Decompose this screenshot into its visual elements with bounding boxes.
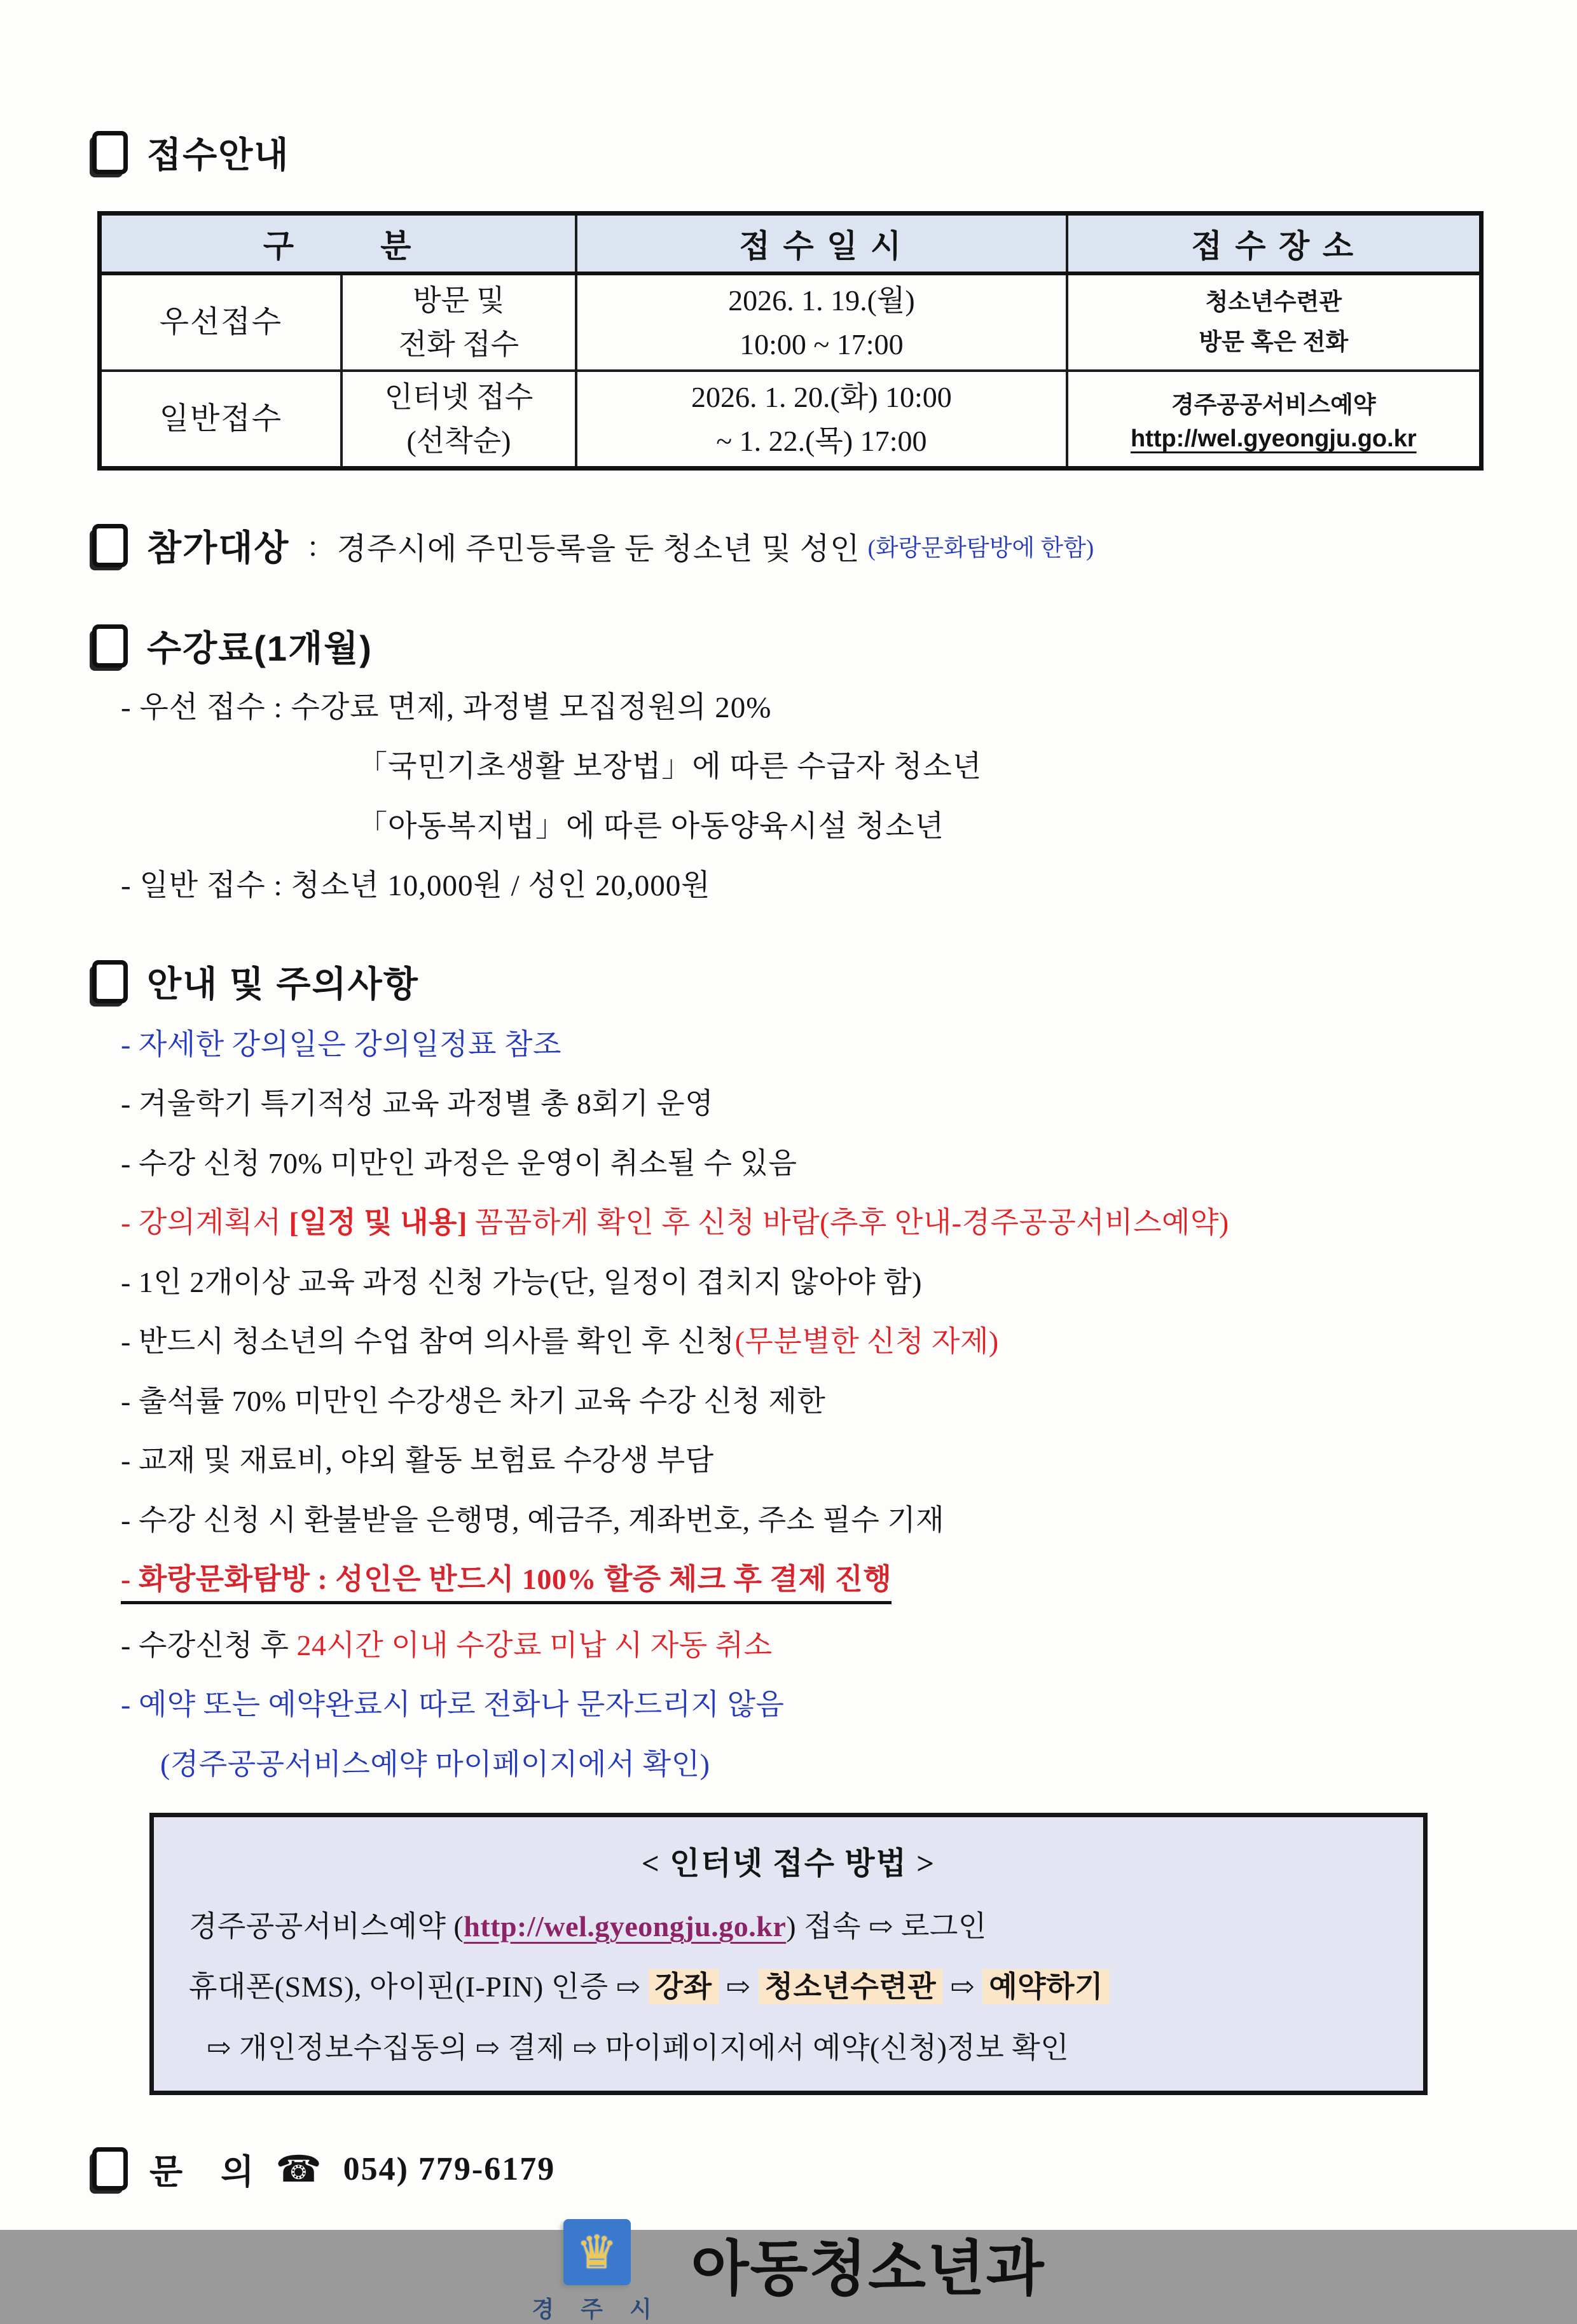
fee-line-general: - 일반 접수 : 청소년 10,000원 / 성인 20,000원 — [121, 869, 711, 903]
fee-line-law1: 「국민기초생활 보장법」에 따른 수급자 청소년 — [357, 750, 982, 784]
notice-item: - 교재 및 재료비, 야외 활동 보험료 수강생 부담 — [121, 1444, 714, 1477]
notice-item: - 강의계획서 [일정 및 내용] 꼼꼼하게 확인 후 신청 바람(추후 안내-경주공공서비스예약) — [121, 1206, 1229, 1239]
section-title-reception: 접수안내 — [147, 135, 290, 175]
checkbox-icon — [92, 960, 128, 1003]
net-box-line3: ⇨ 개인정보수집동의 ⇨ 결제 ⇨ 마이페이지에서 예약(신청)정보 확인 — [207, 2031, 1070, 2064]
notice-item: - 수강신청 후 24시간 이내 수강료 미납 시 자동 취소 — [121, 1628, 773, 1661]
notice-item: - 예약 또는 예약완료시 따로 전화나 문자드리지 않음 — [121, 1688, 785, 1721]
table-row — [100, 273, 1482, 371]
cell-category-priority: 우선접수 — [100, 273, 341, 371]
inquiry-label: 문 의 — [149, 2152, 254, 2191]
checkbox-icon — [92, 624, 128, 668]
table-row — [100, 371, 1482, 469]
fee-line-priority: - 우선 접수 : 수강료 면제, 과정별 모집정원의 20% — [121, 691, 772, 724]
section-title-fee: 수강료(1개월) — [147, 628, 373, 668]
step-reserve: 예약하기 — [982, 1969, 1110, 2004]
internet-method-box — [149, 1813, 1428, 2095]
reception-table — [97, 211, 1484, 471]
notice-item: - 1인 2개이상 교육 과정 신청 가능(단, 일정이 겹치지 않아야 함) — [121, 1265, 922, 1298]
section-fee-heading — [92, 621, 1485, 671]
target-note: (화랑문화탐방에 한함) — [867, 535, 1094, 561]
checkbox-icon — [92, 131, 128, 174]
inquiry-row — [92, 2145, 1485, 2194]
target-separator: : — [308, 528, 318, 563]
reservation-site-link[interactable]: http://wel.gyeongju.go.kr — [1130, 425, 1417, 452]
footer-signature — [92, 2219, 1485, 2324]
section-title-notice: 안내 및 주의사항 — [147, 963, 419, 1004]
department-name: 아동청소년과 — [691, 2234, 1045, 2302]
section-title-target: 참가대상 — [147, 528, 290, 568]
city-emblem-icon — [563, 2219, 631, 2285]
phone-icon: ☎ — [275, 2147, 322, 2191]
section-reception-heading — [92, 127, 1485, 178]
column-header-datetime: 접 수 일 시 — [576, 214, 1066, 274]
city-logo — [532, 2219, 661, 2324]
column-header-place: 접 수 장 소 — [1067, 214, 1482, 274]
notice-item: - 자세한 강의일은 강의일정표 참조 — [121, 1028, 561, 1061]
section-target-heading — [92, 520, 1485, 571]
notice-item: - 출석률 70% 미만인 수강생은 차기 교육 수강 신청 제한 — [121, 1384, 826, 1417]
cell-place-general: 경주공공서비스예약 http://wel.gyeongju.go.kr — [1067, 371, 1482, 469]
target-text: 경주시에 주민등록을 둔 청소년 및 성인 — [336, 532, 860, 566]
section-notice-heading — [92, 956, 1485, 1007]
notice-item: - 수강 신청 시 환불받을 은행명, 예금주, 계좌번호, 주소 필수 기재 — [121, 1503, 945, 1536]
inquiry-phone-number: 054) 779-6179 — [343, 2150, 556, 2187]
step-course: 강좌 — [649, 1969, 719, 2004]
city-name: 경 주 시 — [532, 2295, 662, 2322]
cell-datetime-general: 2026. 1. 20.(화) 10:00 ~ 1. 22.(목) 17:00 — [576, 371, 1066, 469]
notice-list — [121, 1026, 1485, 1783]
cell-datetime-priority: 2026. 1. 19.(월) 10:00 ~ 17:00 — [576, 273, 1066, 371]
net-box-line2: 휴대폰(SMS), 아이핀(I-PIN) 인증 ⇨ 강좌 ⇨ 청소년수련관 ⇨ 예약하기 — [189, 1969, 1388, 2004]
notice-item-hwarang: - 화랑문화탐방 : 성인은 반드시 100% 할증 체크 후 결제 진행 — [121, 1561, 1485, 1604]
column-header-category: 구 분 — [100, 214, 577, 274]
net-box-line1: 경주공공서비스예약 (http://wel.gyeongju.go.kr) 접속 ⇨ 로그인 — [189, 1910, 987, 1943]
notice-item: - 반드시 청소년의 수업 참여 의사를 확인 후 신청(무분별한 신청 자제) — [121, 1325, 999, 1358]
checkbox-icon — [92, 524, 128, 567]
notice-item: (경주공공서비스예약 마이페이지에서 확인) — [160, 1747, 710, 1780]
notice-item: - 겨울학기 특기적성 교육 과정별 총 8회기 운영 — [121, 1087, 714, 1120]
cell-method-general: 인터넷 접수 (선착순) — [341, 371, 576, 469]
cell-category-general: 일반접수 — [100, 371, 341, 469]
table-header-row — [100, 214, 1482, 274]
notice-item: - 수강 신청 70% 미만인 과정은 운영이 취소될 수 있음 — [121, 1146, 797, 1179]
checkbox-icon — [92, 2147, 128, 2190]
net-box-title: < 인터넷 접수 방법 > — [641, 1846, 936, 1881]
reservation-site-link[interactable]: http://wel.gyeongju.go.kr — [464, 1910, 787, 1943]
fee-line-law2: 「아동복지법」에 따른 아동양육시설 청소년 — [357, 809, 945, 843]
step-youth-center: 청소년수련관 — [759, 1969, 943, 2004]
crown-icon: ♛ — [576, 2225, 617, 2279]
fee-lines — [121, 688, 1485, 907]
cell-place-priority: 청소년수련관 방문 혹은 전화 — [1067, 273, 1482, 371]
cell-method-priority: 방문 및 전화 접수 — [341, 273, 576, 371]
